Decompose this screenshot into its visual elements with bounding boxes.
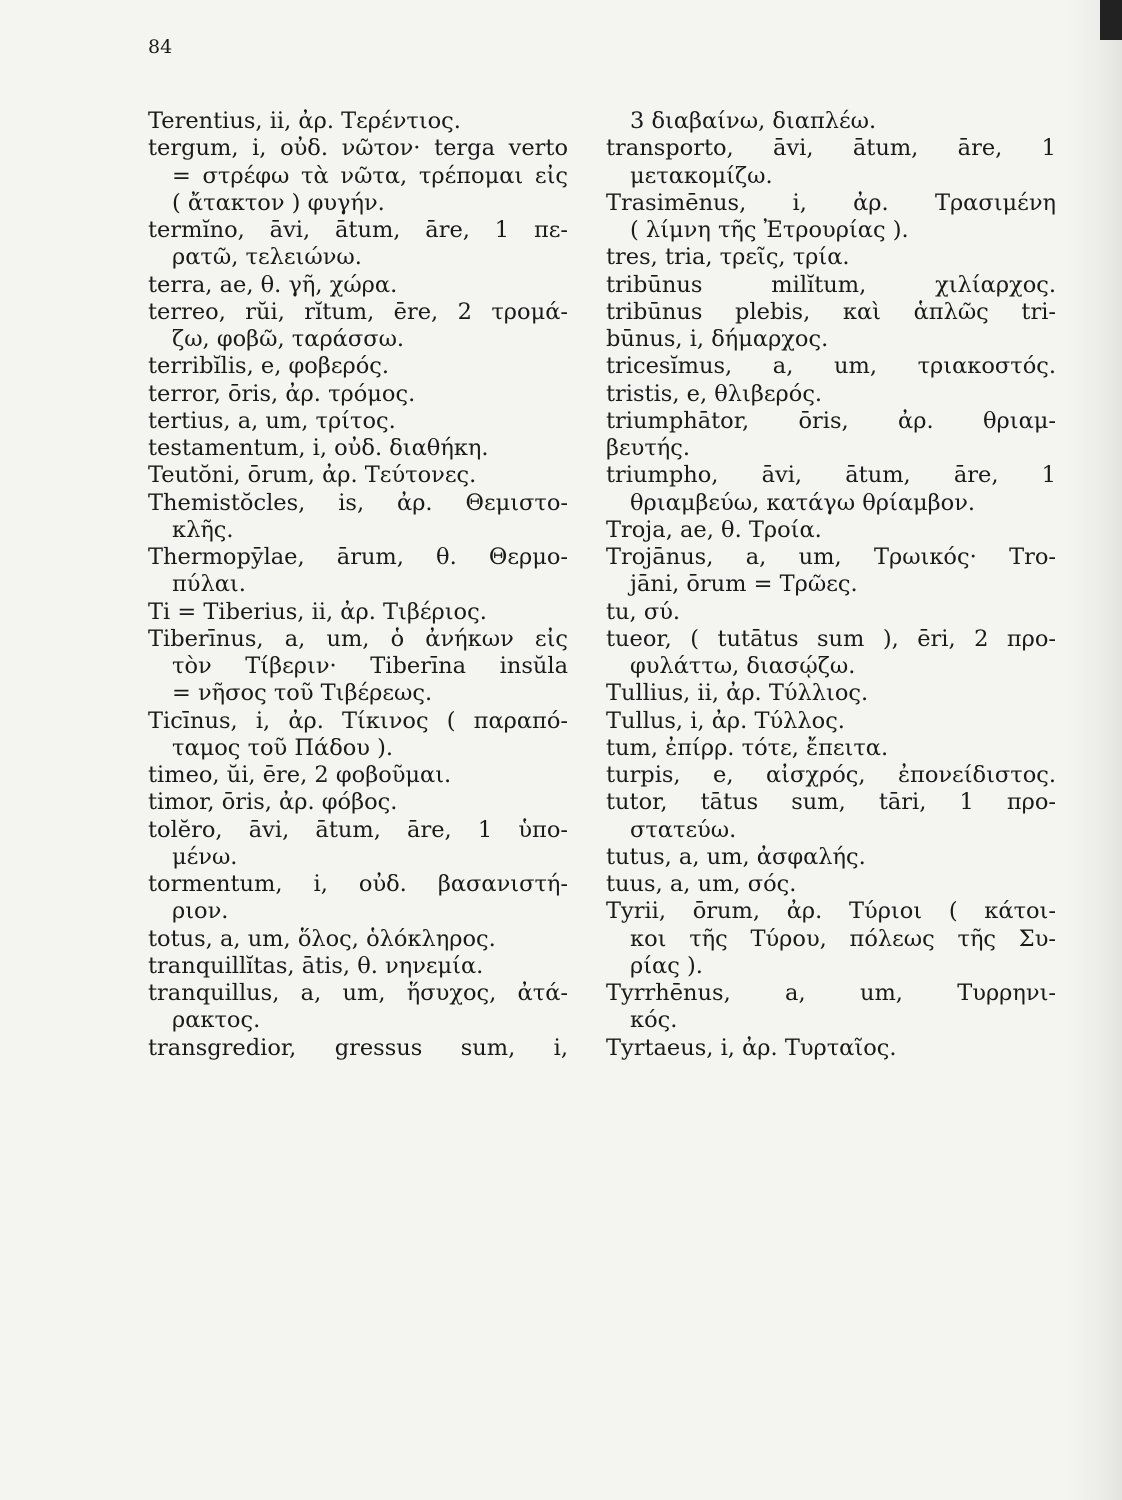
- dictionary-line: = στρέφω τὰ νῶτα, τρέπομαι εἰς: [172, 162, 568, 189]
- dictionary-line: tuus, a, um, σός.: [606, 871, 797, 897]
- dictionary-line: terra, ae, θ. γῆ, χώρα.: [148, 271, 398, 298]
- dictionary-line: Ticīnus, i, ἀρ. Τίκινος ( παραπό-: [148, 707, 568, 734]
- dictionary-line: φυλάττω, διασῴζω.: [630, 653, 856, 679]
- dictionary-line: timor, ōris, ἀρ. φόβος.: [148, 789, 398, 816]
- dictionary-line: totus, a, um, ὅλος, ὁλόκληρος.: [148, 925, 496, 952]
- dictionary-line: triumpho, āvi, ātum, āre, 1: [606, 462, 1056, 489]
- dictionary-line: Tullus, i, ἀρ. Τύλλος.: [606, 707, 845, 734]
- dictionary-line: ρίας ).: [630, 952, 703, 979]
- page-corner-mark: [1100, 0, 1122, 40]
- dictionary-line: timeo, ŭi, ēre, 2 φοβοῦμαι.: [148, 762, 452, 788]
- right-column: [606, 108, 1056, 1062]
- dictionary-line: tribūnus milĭtum, χιλίαρχος.: [606, 271, 1056, 298]
- dictionary-line: tres, tria, τρεῖς, τρία.: [606, 244, 850, 271]
- dictionary-line: tu, σύ.: [606, 598, 681, 625]
- dictionary-line: Themistŏcles, is, ἀρ. Θεμιστο-: [148, 489, 568, 516]
- dictionary-line: tranquillĭtas, ātis, θ. νηνεμία.: [148, 952, 484, 979]
- dictionary-line: Terentius, ii, ἀρ. Τερέντιος.: [148, 108, 461, 134]
- dictionary-line: Tiberīnus, a, um, ὁ ἀνήκων εἰς: [148, 625, 568, 652]
- dictionary-line: triumphātor, ōris, ἀρ. θριαμ-: [606, 407, 1056, 434]
- dictionary-line: Ti = Tiberius, ii, ἀρ. Τιβέριος.: [148, 598, 487, 625]
- dictionary-line: tum, ἐπίρρ. τότε, ἔπειτα.: [606, 734, 889, 761]
- dictionary-line: tristis, e, θλιβερός.: [606, 380, 823, 407]
- dictionary-line: tertius, a, um, τρίτος.: [148, 407, 396, 434]
- dictionary-line: tormentum, i, οὐδ. βασανιστή-: [148, 871, 568, 897]
- dictionary-line: tolĕro, āvi, ātum, āre, 1 ὑπο-: [148, 816, 568, 843]
- dictionary-line: tranquillus, a, um, ἥσυχος, ἀτά-: [148, 980, 568, 1006]
- dictionary-line: tutus, a, um, ἀσφαλής.: [606, 843, 866, 870]
- dictionary-line: ( λίμνη τῆς Ἐτρουρίας ).: [630, 217, 909, 243]
- dictionary-line: μετακομίζω.: [630, 162, 773, 189]
- page-edge-shadow: [1066, 0, 1122, 1500]
- dictionary-line: tricesĭmus, a, um, τριακοστός.: [606, 353, 1056, 380]
- dictionary-line: θριαμβεύω, κατάγω θρίαμβον.: [630, 489, 976, 516]
- dictionary-line: ( ἄτακτον ) φυγήν.: [172, 189, 385, 216]
- dictionary-line: transgredior, gressus sum, i,: [148, 1034, 568, 1061]
- dictionary-line: būnus, i, δήμαρχος.: [606, 326, 829, 352]
- dictionary-line: Tullius, ii, ἀρ. Τύλλιος.: [606, 680, 869, 707]
- dictionary-line: κοι τῆς Τύρου, πόλεως τῆς Συ-: [630, 925, 1056, 952]
- dictionary-line: tueor, ( tutātus sum ), ēri, 2 προ-: [606, 625, 1056, 652]
- dictionary-line: πύλαι.: [172, 571, 246, 598]
- dictionary-line: terribĭlis, e, φοβερός.: [148, 353, 390, 380]
- dictionary-line: στατεύω.: [630, 816, 737, 843]
- dictionary-line: tribūnus plebis, καὶ ἁπλῶς tri-: [606, 298, 1056, 325]
- dictionary-line: 3 διαβαίνω, διαπλέω.: [630, 108, 877, 134]
- dictionary-line: tutor, tātus sum, tāri, 1 προ-: [606, 789, 1056, 816]
- dictionary-line: ρατῶ, τελειώνω.: [172, 244, 362, 271]
- dictionary-line: terror, ōris, ἀρ. τρόμος.: [148, 380, 416, 407]
- dictionary-line: terreo, rŭi, rĭtum, ēre, 2 τρομά-: [148, 298, 568, 325]
- dictionary-line: κός.: [630, 1007, 678, 1034]
- dictionary-line: Trojānus, a, um, Τρωικός· Tro-: [606, 544, 1056, 570]
- dictionary-line: κλῆς.: [172, 516, 234, 543]
- dictionary-line: μένω.: [172, 843, 238, 870]
- dictionary-line: tergum, i, οὐδ. νῶτον· terga verto: [148, 135, 568, 162]
- page-number: 84: [148, 36, 173, 58]
- dictionary-line: ταμος τοῦ Πάδου ).: [172, 734, 394, 761]
- dictionary-line: Troja, ae, θ. Τροία.: [606, 516, 822, 543]
- dictionary-line: testamentum, i, οὐδ. διαθήκη.: [148, 435, 489, 461]
- dictionary-line: ριον.: [172, 898, 229, 925]
- dictionary-line: ρακτος.: [172, 1007, 261, 1034]
- dictionary-line: termĭno, āvi, ātum, āre, 1 πε-: [148, 217, 568, 243]
- dictionary-line: ζω, φοβῶ, ταράσσω.: [172, 326, 405, 352]
- dictionary-line: turpis, e, αἰσχρός, ἐπονείδιστος.: [606, 762, 1056, 788]
- left-column: [148, 108, 568, 1062]
- dictionary-line: Trasimēnus, i, ἀρ. Τρασιμένη: [606, 189, 1056, 216]
- dictionary-line: Tyrrhēnus, a, um, Τυρρηνι-: [606, 980, 1056, 1006]
- dictionary-line: transporto, āvi, ātum, āre, 1: [606, 135, 1056, 162]
- dictionary-line: Tyrtaeus, i, ἀρ. Τυρταῖος.: [606, 1034, 897, 1061]
- dictionary-line: Teutŏni, ōrum, ἀρ. Τεύτονες.: [148, 462, 477, 489]
- dictionary-line: τὸν Τίβεριν· Tiberīna insŭla: [172, 653, 568, 679]
- dictionary-line: Tyrii, ōrum, ἀρ. Τύριοι ( κάτοι-: [606, 898, 1056, 925]
- dictionary-line: jāni, ōrum = Τρῶες.: [630, 571, 858, 598]
- dictionary-line: = νῆσος τοῦ Τιβέρεως.: [172, 680, 433, 707]
- dictionary-line: βευτής.: [606, 435, 691, 461]
- dictionary-line: Thermopȳlae, ārum, θ. Θερμο-: [148, 544, 568, 570]
